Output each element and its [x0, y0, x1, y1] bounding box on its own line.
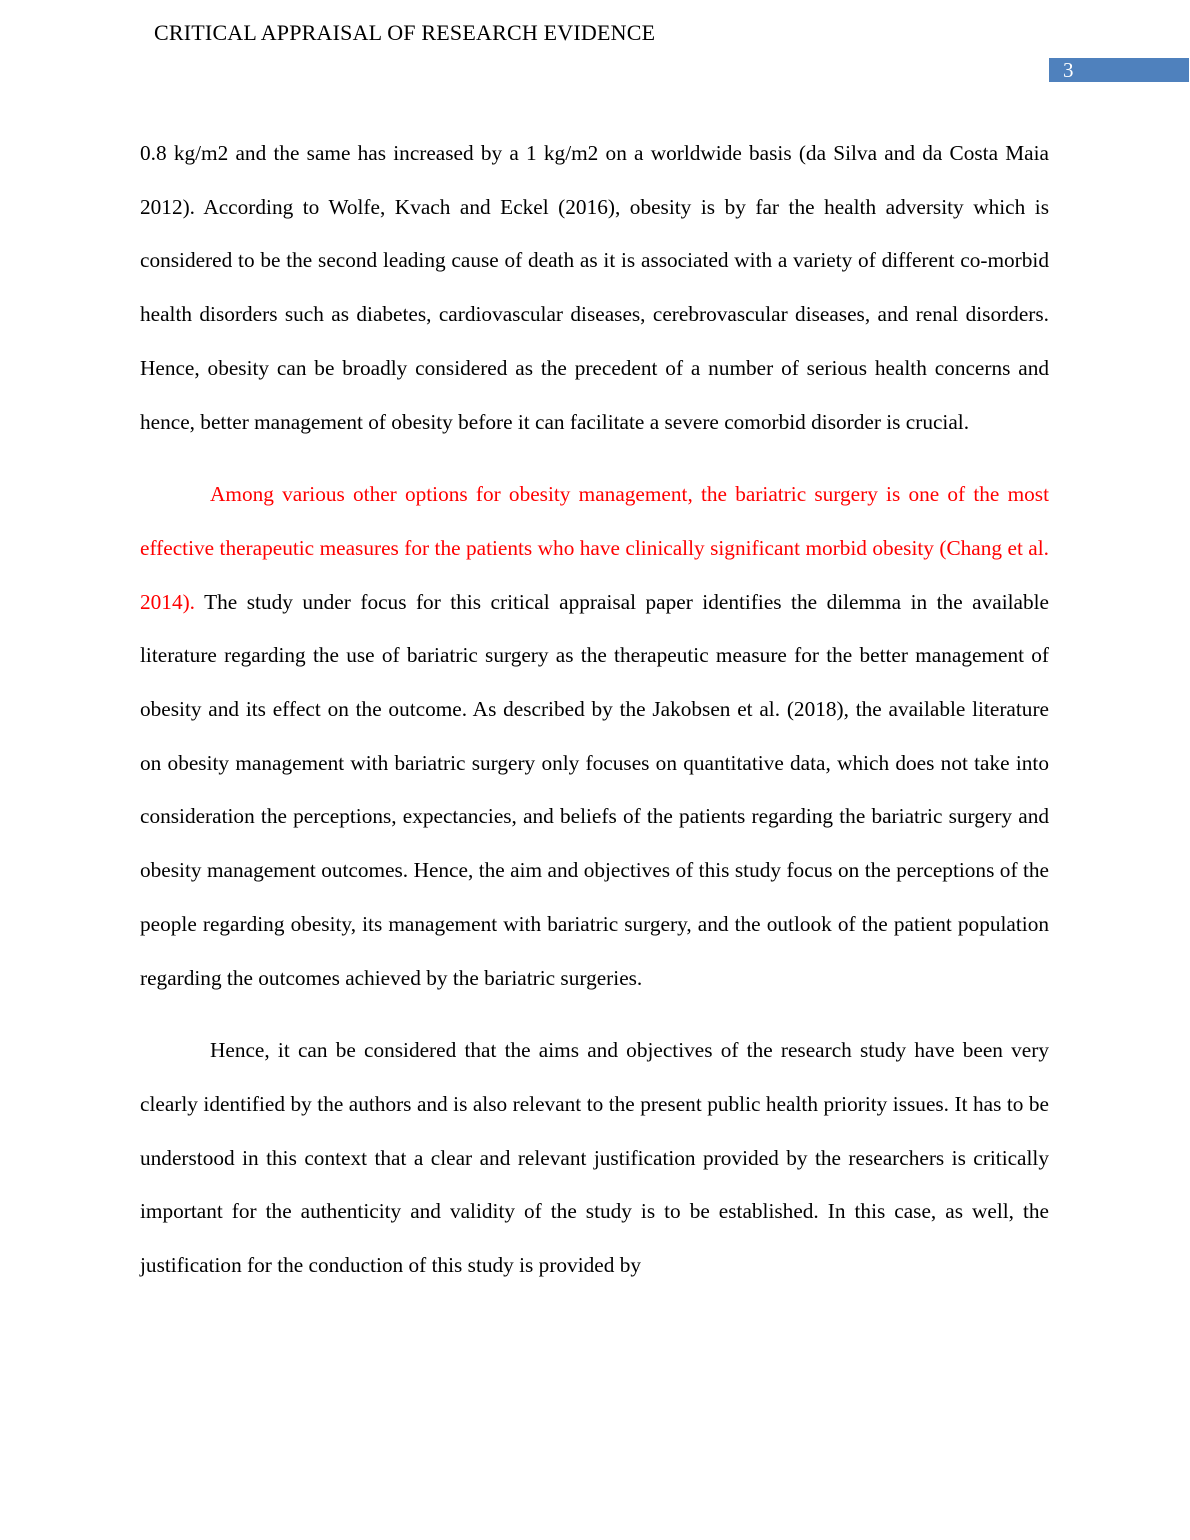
paragraph-3: Hence, it can be considered that the aims and objectives of the research study have been very clearly identified by the authors and is also relevant to the present public health priority issues. It has to be understood in this context that a clear and relevant justification provided by the researchers is critically important for the authenticity and validity of the study is to be established. In this case, as well, the justification for the conduction of this study is provided by [140, 1038, 1049, 1278]
paragraph-1: 0.8 kg/m2 and the same has increased by a 1 kg/m2 on a worldwide basis (da Silva and da Costa Maia 2012). According to Wolfe, Kvach and Eckel (2016), obesity is by far the health adversity which is considered to be the second leading cause of death as it is associated with a variety of different co-morbid health disorders such as diabetes, cardiovascular diseases, cerebrovascular diseases, and renal disorders. Hence, obesity can be broadly considered as the precedent of a number of serious health concerns and hence, better management of obesity before it can facilitate a severe comorbid disorder is crucial. [140, 141, 1049, 434]
paragraph-2 [140, 468, 1049, 1005]
running-header-title: CRITICAL APPRAISAL OF RESEARCH EVIDENCE [154, 20, 656, 45]
document-body [140, 127, 1049, 1293]
page-number-badge [1049, 58, 1189, 82]
paragraph-2-text: The study under focus for this critical appraisal paper identifies the dilemma in the available literature regarding the use of bariatric surgery as the therapeutic measure for the better management of obesity and its effect on the outcome. As described by the Jakobsen et al. (2018), the available literature on obesity management with bariatric surgery only focuses on quantitative data, which does not take into consideration the perceptions, expectancies, and beliefs of the patients regarding the bariatric surgery and obesity management outcomes. Hence, the aim and objectives of this study focus on the perceptions of the people regarding obesity, its management with bariatric surgery, and the outlook of the patient population regarding the outcomes achieved by the bariatric surgeries. [140, 589, 1049, 990]
page-number: 3 [1063, 58, 1074, 82]
highlighted-text: Among various other options for obesity management, the bariatric surgery is one of the most effective therapeutic measures for the patients who have clinically significant morbid obesity (Chang et al. 2014). [140, 482, 1049, 614]
